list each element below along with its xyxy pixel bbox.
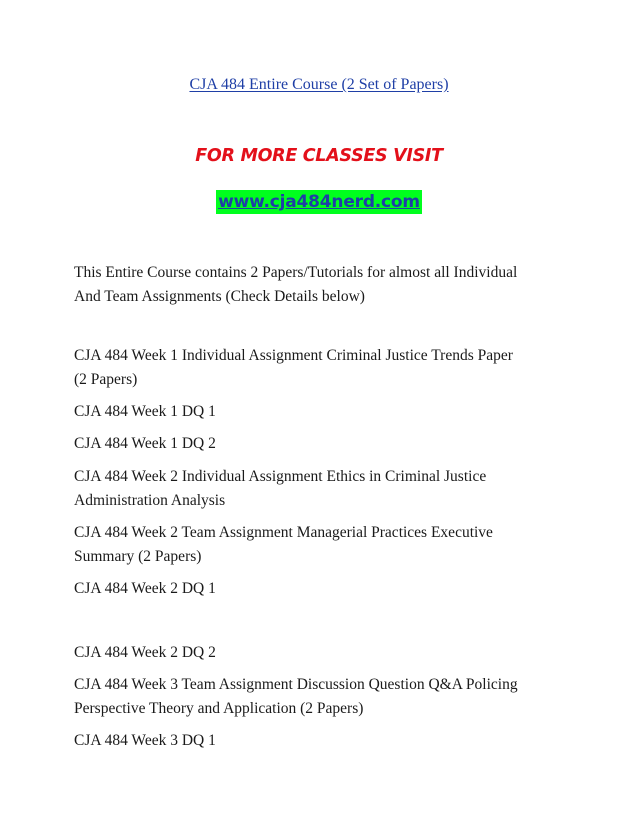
list-item-line: Administration Analysis: [74, 492, 226, 509]
list-item: [74, 521, 574, 569]
list-item: [74, 673, 574, 721]
list-item-line: CJA 484 Week 3 DQ 1: [74, 732, 216, 749]
list-item: [74, 641, 574, 665]
list-item-line: (2 Papers): [74, 371, 138, 388]
list-item: [74, 465, 574, 513]
list-item: [74, 577, 574, 601]
intro-line: And Team Assignments (Check Details below): [74, 288, 365, 305]
list-item-line: Perspective Theory and Application (2 Papers): [74, 700, 364, 717]
list-item-line: CJA 484 Week 2 DQ 1: [74, 580, 216, 597]
list-item-line: CJA 484 Week 1 DQ 2: [74, 435, 216, 452]
intro-line: This Entire Course contains 2 Papers/Tutorials for almost all Individual: [74, 264, 518, 281]
list-item-line: CJA 484 Week 2 Individual Assignment Ethics in Criminal Justice: [74, 468, 487, 485]
list-item: [74, 400, 574, 424]
list-item-line: CJA 484 Week 2 DQ 2: [74, 644, 216, 661]
list-item: [74, 729, 574, 753]
promo-url-link[interactable]: www.cja484nerd.com: [218, 192, 420, 212]
course-title-link[interactable]: CJA 484 Entire Course (2 Set of Papers): [189, 76, 449, 93]
intro-paragraph: [74, 261, 574, 309]
list-item-line: CJA 484 Week 2 Team Assignment Managerial Practices Executive: [74, 524, 493, 541]
list-item-line: CJA 484 Week 1 Individual Assignment Criminal Justice Trends Paper: [74, 347, 513, 364]
list-item-line: Summary (2 Papers): [74, 548, 202, 565]
list-item-line: CJA 484 Week 3 Team Assignment Discussion Question Q&A Policing: [74, 676, 518, 693]
promo-url-container: [0, 190, 638, 214]
list-item: [74, 344, 574, 392]
list-item-line: CJA 484 Week 1 DQ 1: [74, 403, 216, 420]
promo-heading: FOR MORE CLASSES VISIT: [195, 146, 443, 166]
list-item: [74, 432, 574, 456]
